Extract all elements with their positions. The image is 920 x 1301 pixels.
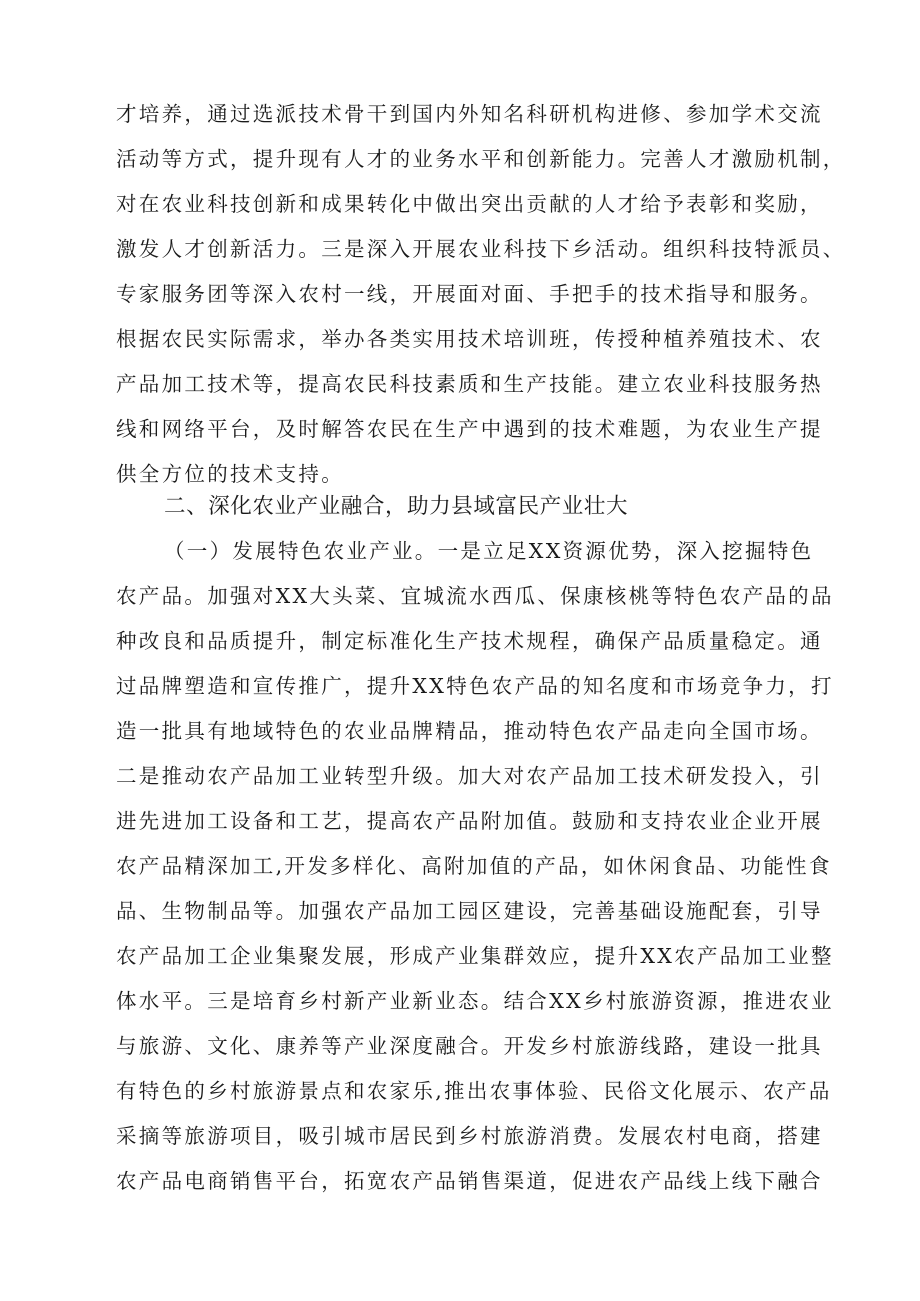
- text-line: 农产品精深加工,开发多样化、高附加值的产品，如休闲食品、功能性食: [116, 854, 832, 878]
- text-line: 有特色的乡村旅游景点和农家乐,推出农事体验、民俗文化展示、农产品: [116, 1079, 832, 1103]
- text-line: 农产品。加强对XX大头菜、宜城流水西瓜、保康核桃等特色农产品的品: [116, 584, 834, 608]
- section-heading: 二、深化农业产业融合，助力县域富民产业壮大: [164, 494, 629, 519]
- text-line: 与旅游、文化、康养等产业深度融合。开发乡村旅游线路，建设一批具: [116, 1034, 823, 1058]
- text-line: 造一批具有地域特色的农业品牌精品，推动特色农产品走向全国市场。: [116, 719, 823, 743]
- text-line: 专家服务团等深入农村一线，开展面对面、手把手的技术指导和服务。: [116, 282, 823, 306]
- text-line: （一）发展特色农业产业。一是立足XX资源优势，深入挖掘特色: [164, 539, 814, 563]
- text-line: 才培养，通过选派技术骨干到国内外知名科研机构进修、参加学术交流: [116, 102, 823, 126]
- text-line: 农产品电商销售平台，拓宽农产品销售渠道，促进农产品线上线下融合: [116, 1169, 823, 1193]
- text-line: 线和网络平台，及时解答农民在生产中遇到的技术难题，为农业生产提: [116, 417, 823, 441]
- text-line: 供全方位的技术支持。: [116, 462, 344, 486]
- text-line: 激发人才创新活力。三是深入开展农业科技下乡活动。组织科技特派员、: [116, 237, 846, 261]
- text-line: 对在农业科技创新和成果转化中做出突出贡献的人才给予表彰和奖励，: [116, 192, 823, 216]
- text-line: 农产品加工企业集聚发展，形成产业集群效应，提升XX农产品加工业整: [116, 944, 834, 968]
- text-line: 进先进加工设备和工艺，提高农产品附加值。鼓励和支持农业企业开展: [116, 809, 823, 833]
- text-line: 采摘等旅游项目，吸引城市居民到乡村旅游消费。发展农村电商，搭建: [116, 1124, 823, 1148]
- text-line: 过品牌塑造和宣传推广，提升XX特色农产品的知名度和市场竞争力，打: [116, 674, 834, 698]
- text-line: 活动等方式，提升现有人才的业务水平和创新能力。完善人才激励机制，: [116, 147, 846, 171]
- text-line: 二是推动农产品加工业转型升级。加大对农产品加工技术研发投入，引: [116, 764, 823, 788]
- text-line: 体水平。三是培育乡村新产业新业态。结合XX乡村旅游资源，推进农业: [116, 989, 834, 1013]
- text-line: 产品加工技术等，提高农民科技素质和生产技能。建立农业科技服务热: [116, 372, 823, 396]
- text-line: 种改良和品质提升，制定标准化生产技术规程，确保产品质量稳定。通: [116, 629, 823, 653]
- text-line: 根据农民实际需求，举办各类实用技术培训班，传授种植养殖技术、农: [116, 327, 823, 351]
- text-line: 品、生物制品等。加强农产品加工园区建设，完善基础设施配套，引导: [116, 899, 823, 923]
